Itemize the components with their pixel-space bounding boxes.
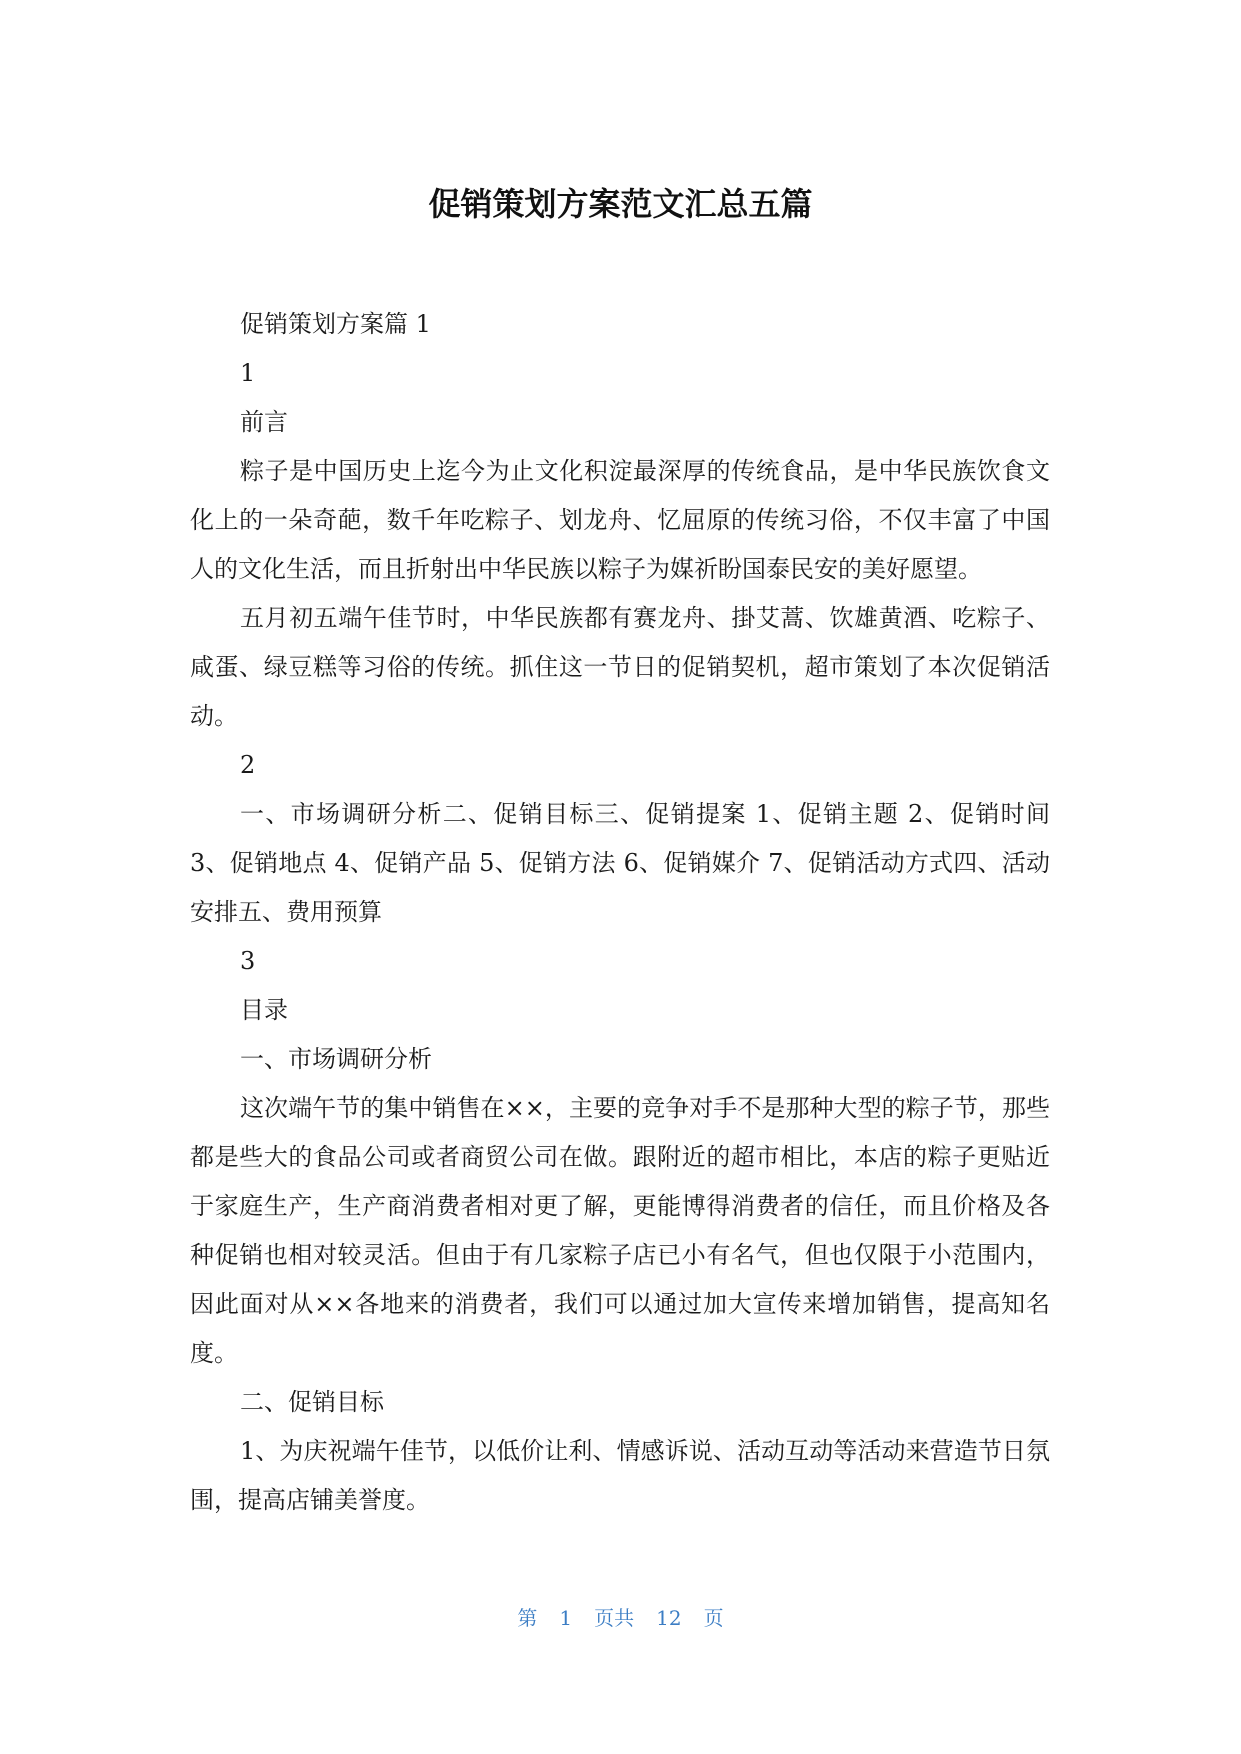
footer-middle: 页共 bbox=[594, 1606, 635, 1630]
section-heading: 目录 bbox=[240, 996, 288, 1024]
page-footer bbox=[0, 1604, 1241, 1632]
body-paragraph: 粽子是中国历史上迄今为止文化积淀最深厚的传统食品，是中华民族饮食文化上的一朵奇葩，数千年吃粽子、划龙舟、忆屈原的传统习俗，不仅丰富了中国人的文化生活，而且折射出中华民族以粽子为媒祈盼国泰民安的美好愿望。 bbox=[190, 457, 1050, 583]
footer-page-number: 1 bbox=[559, 1606, 573, 1630]
body-paragraph: 这次端午节的集中销售在××，主要的竞争对手不是那种大型的粽子节，那些都是些大的食品公司或者商贸公司在做。跟附近的超市相比，本店的粽子更贴近于家庭生产，生产商消费者相对更了解，更能博得消费者的信任，而且价格及各种促销也相对较灵活。但由于有几家粽子店已小有名气，但也仅限于小范围内，因此面对从××各地来的消费者，我们可以通过加大宣传来增加销售，提高知名度。 bbox=[190, 1094, 1050, 1367]
document-title: 促销策划方案范文汇总五篇 bbox=[428, 185, 813, 223]
footer-suffix: 页 bbox=[703, 1606, 724, 1630]
outline-paragraph: 一、市场调研分析二、促销目标三、促销提案 1、促销主题 2、促销时间 3、促销地点 4、促销产品 5、促销方法 6、促销媒介 7、促销活动方式四、活动安排五、费用预算 bbox=[190, 800, 1050, 926]
section-number: 1 bbox=[240, 359, 256, 387]
section-heading: 二、促销目标 bbox=[240, 1388, 384, 1416]
section-heading: 一、市场调研分析 bbox=[240, 1045, 432, 1073]
body-paragraph: 1、为庆祝端午佳节，以低价让利、情感诉说、活动互动等活动来营造节日氛围，提高店铺美誉度。 bbox=[190, 1437, 1050, 1514]
document-body bbox=[190, 300, 1050, 1525]
section-number: 3 bbox=[240, 947, 256, 975]
footer-prefix: 第 bbox=[517, 1606, 538, 1630]
footer-total-pages: 12 bbox=[656, 1606, 682, 1630]
body-paragraph: 五月初五端午佳节时，中华民族都有赛龙舟、掛艾蒿、饮雄黄酒、吃粽子、咸蛋、绿豆糕等习俗的传统。抓住这一节日的促销契机，超市策划了本次促销活动。 bbox=[190, 604, 1050, 730]
section-heading: 促销策划方案篇 1 bbox=[240, 310, 431, 338]
section-heading: 前言 bbox=[240, 408, 288, 436]
section-number: 2 bbox=[240, 751, 256, 779]
